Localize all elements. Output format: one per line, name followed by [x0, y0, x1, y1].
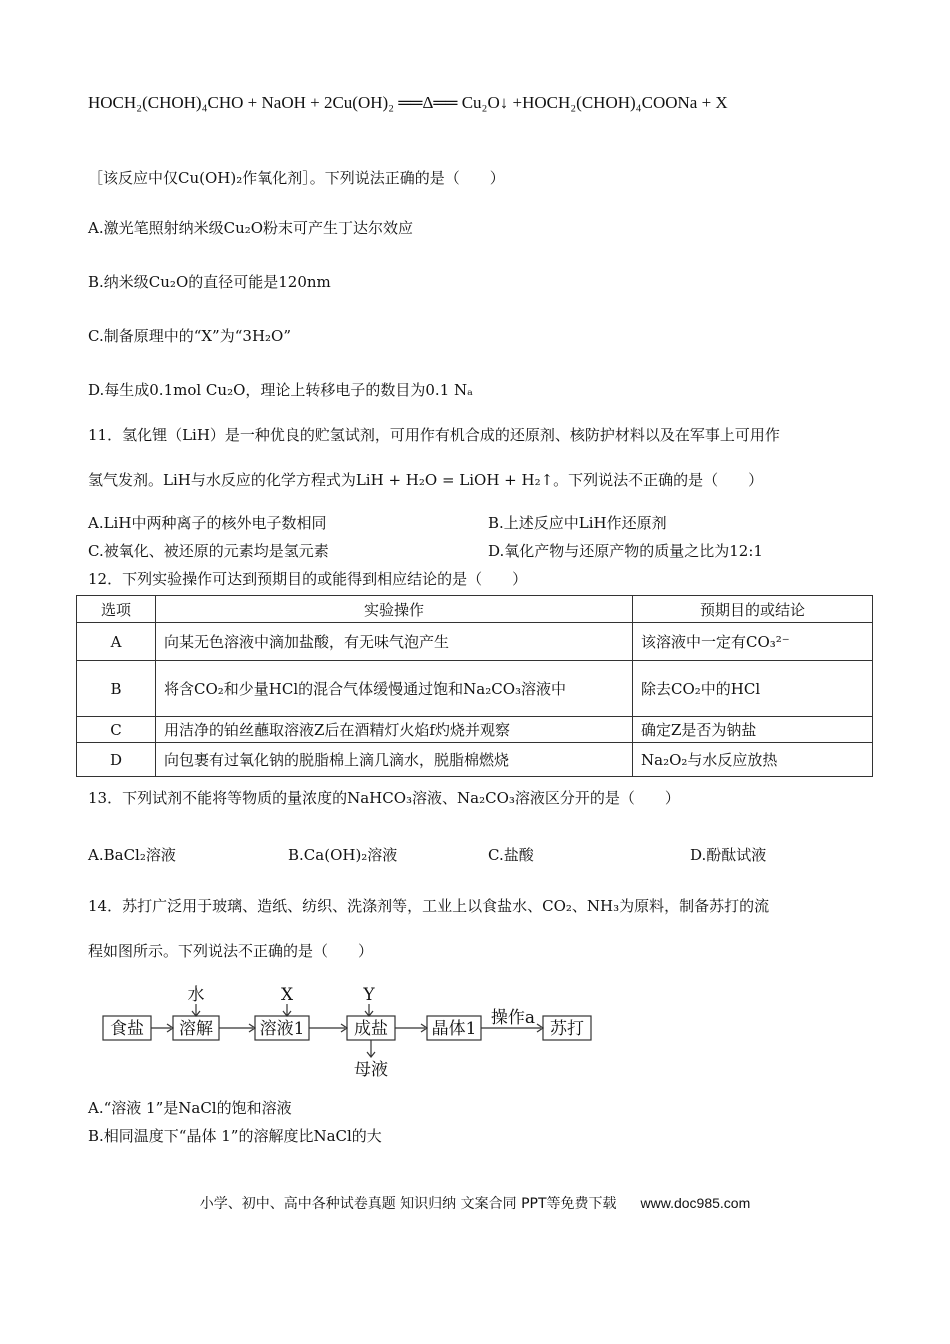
flow-label-y: Y [363, 985, 375, 1005]
table-row [77, 717, 873, 743]
flow-label-solution1: 溶液1 [259, 1019, 305, 1039]
table-cell: 向某无色溶液中滴加盐酸，有无味气泡产生 [156, 623, 633, 661]
q11-stem-1: 11．氢化锂（LiH）是一种优良的贮氢试剂，可用作有机合成的还原剂、核防护材料以及在军事上可用作 [88, 426, 780, 444]
table-cell: B [77, 661, 156, 717]
page-footer [0, 1193, 950, 1213]
q10-stem: ［该反应中仅Cu(OH)₂作氧化剂］。下列说法正确的是（ ） [88, 169, 505, 187]
q14-stem-2: 程如图所示。下列说法不正确的是（ ） [88, 942, 374, 960]
table-row [77, 743, 873, 777]
table-header: 选项 [77, 596, 156, 623]
footer-text: 小学、初中、高中各种试卷真题 知识归纳 文案合同 PPT等免费下载 [199, 1196, 617, 1212]
table-cell: 除去CO₂中的HCl [633, 661, 873, 717]
table-cell: 向包裹有过氧化钠的脱脂棉上滴几滴水，脱脂棉燃烧 [156, 743, 633, 777]
q11-option-d: D.氧化产物与还原产物的质量之比为12:1 [488, 542, 763, 560]
table-cell: C [77, 717, 156, 743]
flow-label-dissolve: 溶解 [179, 1019, 213, 1039]
table-cell: A [77, 623, 156, 661]
q13-option-c: C.盐酸 [488, 846, 534, 864]
table-header: 预期目的或结论 [633, 596, 873, 623]
q10-option-d: D.每生成0.1mol Cu₂O，理论上转移电子的数目为0.1 Nₐ [88, 381, 473, 399]
q10-option-b: B.纳米级Cu₂O的直径可能是120nm [88, 273, 331, 291]
flow-label-salting: 成盐 [354, 1019, 388, 1039]
q12-table [76, 595, 873, 777]
q14-option-b: B.相同温度下“晶体 1”的溶解度比NaCl的大 [88, 1127, 382, 1145]
q11-option-b: B.上述反应中LiH作还原剂 [488, 514, 667, 532]
q11-option-c: C.被氧化、被还原的元素均是氢元素 [88, 542, 329, 560]
process-flow-diagram [95, 978, 615, 1083]
q13-stem: 13．下列试剂不能将等物质的量浓度的NaHCO₃溶液、Na₂CO₃溶液区分开的是（ ） [88, 789, 680, 807]
table-row [77, 623, 873, 661]
table-cell: Na₂O₂与水反应放热 [633, 743, 873, 777]
flow-label-mother-liquor: 母液 [354, 1060, 388, 1080]
table-cell: D [77, 743, 156, 777]
q11-option-a: A.LiH中两种离子的核外电子数相同 [88, 514, 327, 532]
flow-label-operation-a: 操作a [490, 1008, 536, 1028]
q14-stem-1: 14．苏打广泛用于玻璃、造纸、纺织、洗涤剂等，工业上以食盐水、CO₂、NH₃为原料，制备苏打的流 [88, 897, 770, 915]
equation-line: HOCH₂(CHOH)₄CHO + NaOH + 2Cu(OH)₂ ══Δ══ Cu₂O↓ +HOCH₂(CHOH)₄COONa + X [88, 93, 728, 112]
q11-stem-2: 氢气发剂。LiH与水反应的化学方程式为LiH + H₂O = LiOH + H₂↑。下列说法不正确的是（ ） [88, 471, 764, 489]
flow-label-soda: 苏打 [550, 1019, 584, 1039]
q13-option-a: A.BaCl₂溶液 [88, 846, 176, 864]
table-cell: 用洁净的铂丝蘸取溶液Z后在酒精灯火焰f灼烧并观察 [156, 717, 633, 743]
table-header: 实验操作 [156, 596, 633, 623]
table-cell: 将含CO₂和少量HCl的混合气体缓慢通过饱和Na₂CO₃溶液中 [156, 661, 633, 717]
q14-option-a: A.“溶液 1”是NaCl的饱和溶液 [88, 1099, 292, 1117]
footer-site-link[interactable]: www.doc985.com [640, 1195, 751, 1211]
flow-label-salt: 食盐 [110, 1019, 144, 1039]
table-row [77, 661, 873, 717]
flow-label-x: X [280, 985, 294, 1005]
q13-option-b: B.Ca(OH)₂溶液 [288, 846, 398, 864]
q10-option-a: A.激光笔照射纳米级Cu₂O粉末可产生丁达尔效应 [88, 219, 414, 237]
table-cell: 该溶液中一定有CO₃²⁻ [633, 623, 873, 661]
flow-label-crystal1: 晶体1 [431, 1019, 477, 1039]
q12-stem: 12．下列实验操作可达到预期目的或能得到相应结论的是（ ） [88, 570, 528, 588]
q13-option-d: D.酚酞试液 [690, 846, 767, 864]
flow-label-water: 水 [187, 985, 205, 1005]
q10-option-c: C.制备原理中的“X”为“3H₂O” [88, 327, 291, 345]
table-cell: 确定Z是否为钠盐 [633, 717, 873, 743]
table-header-row [77, 596, 873, 623]
